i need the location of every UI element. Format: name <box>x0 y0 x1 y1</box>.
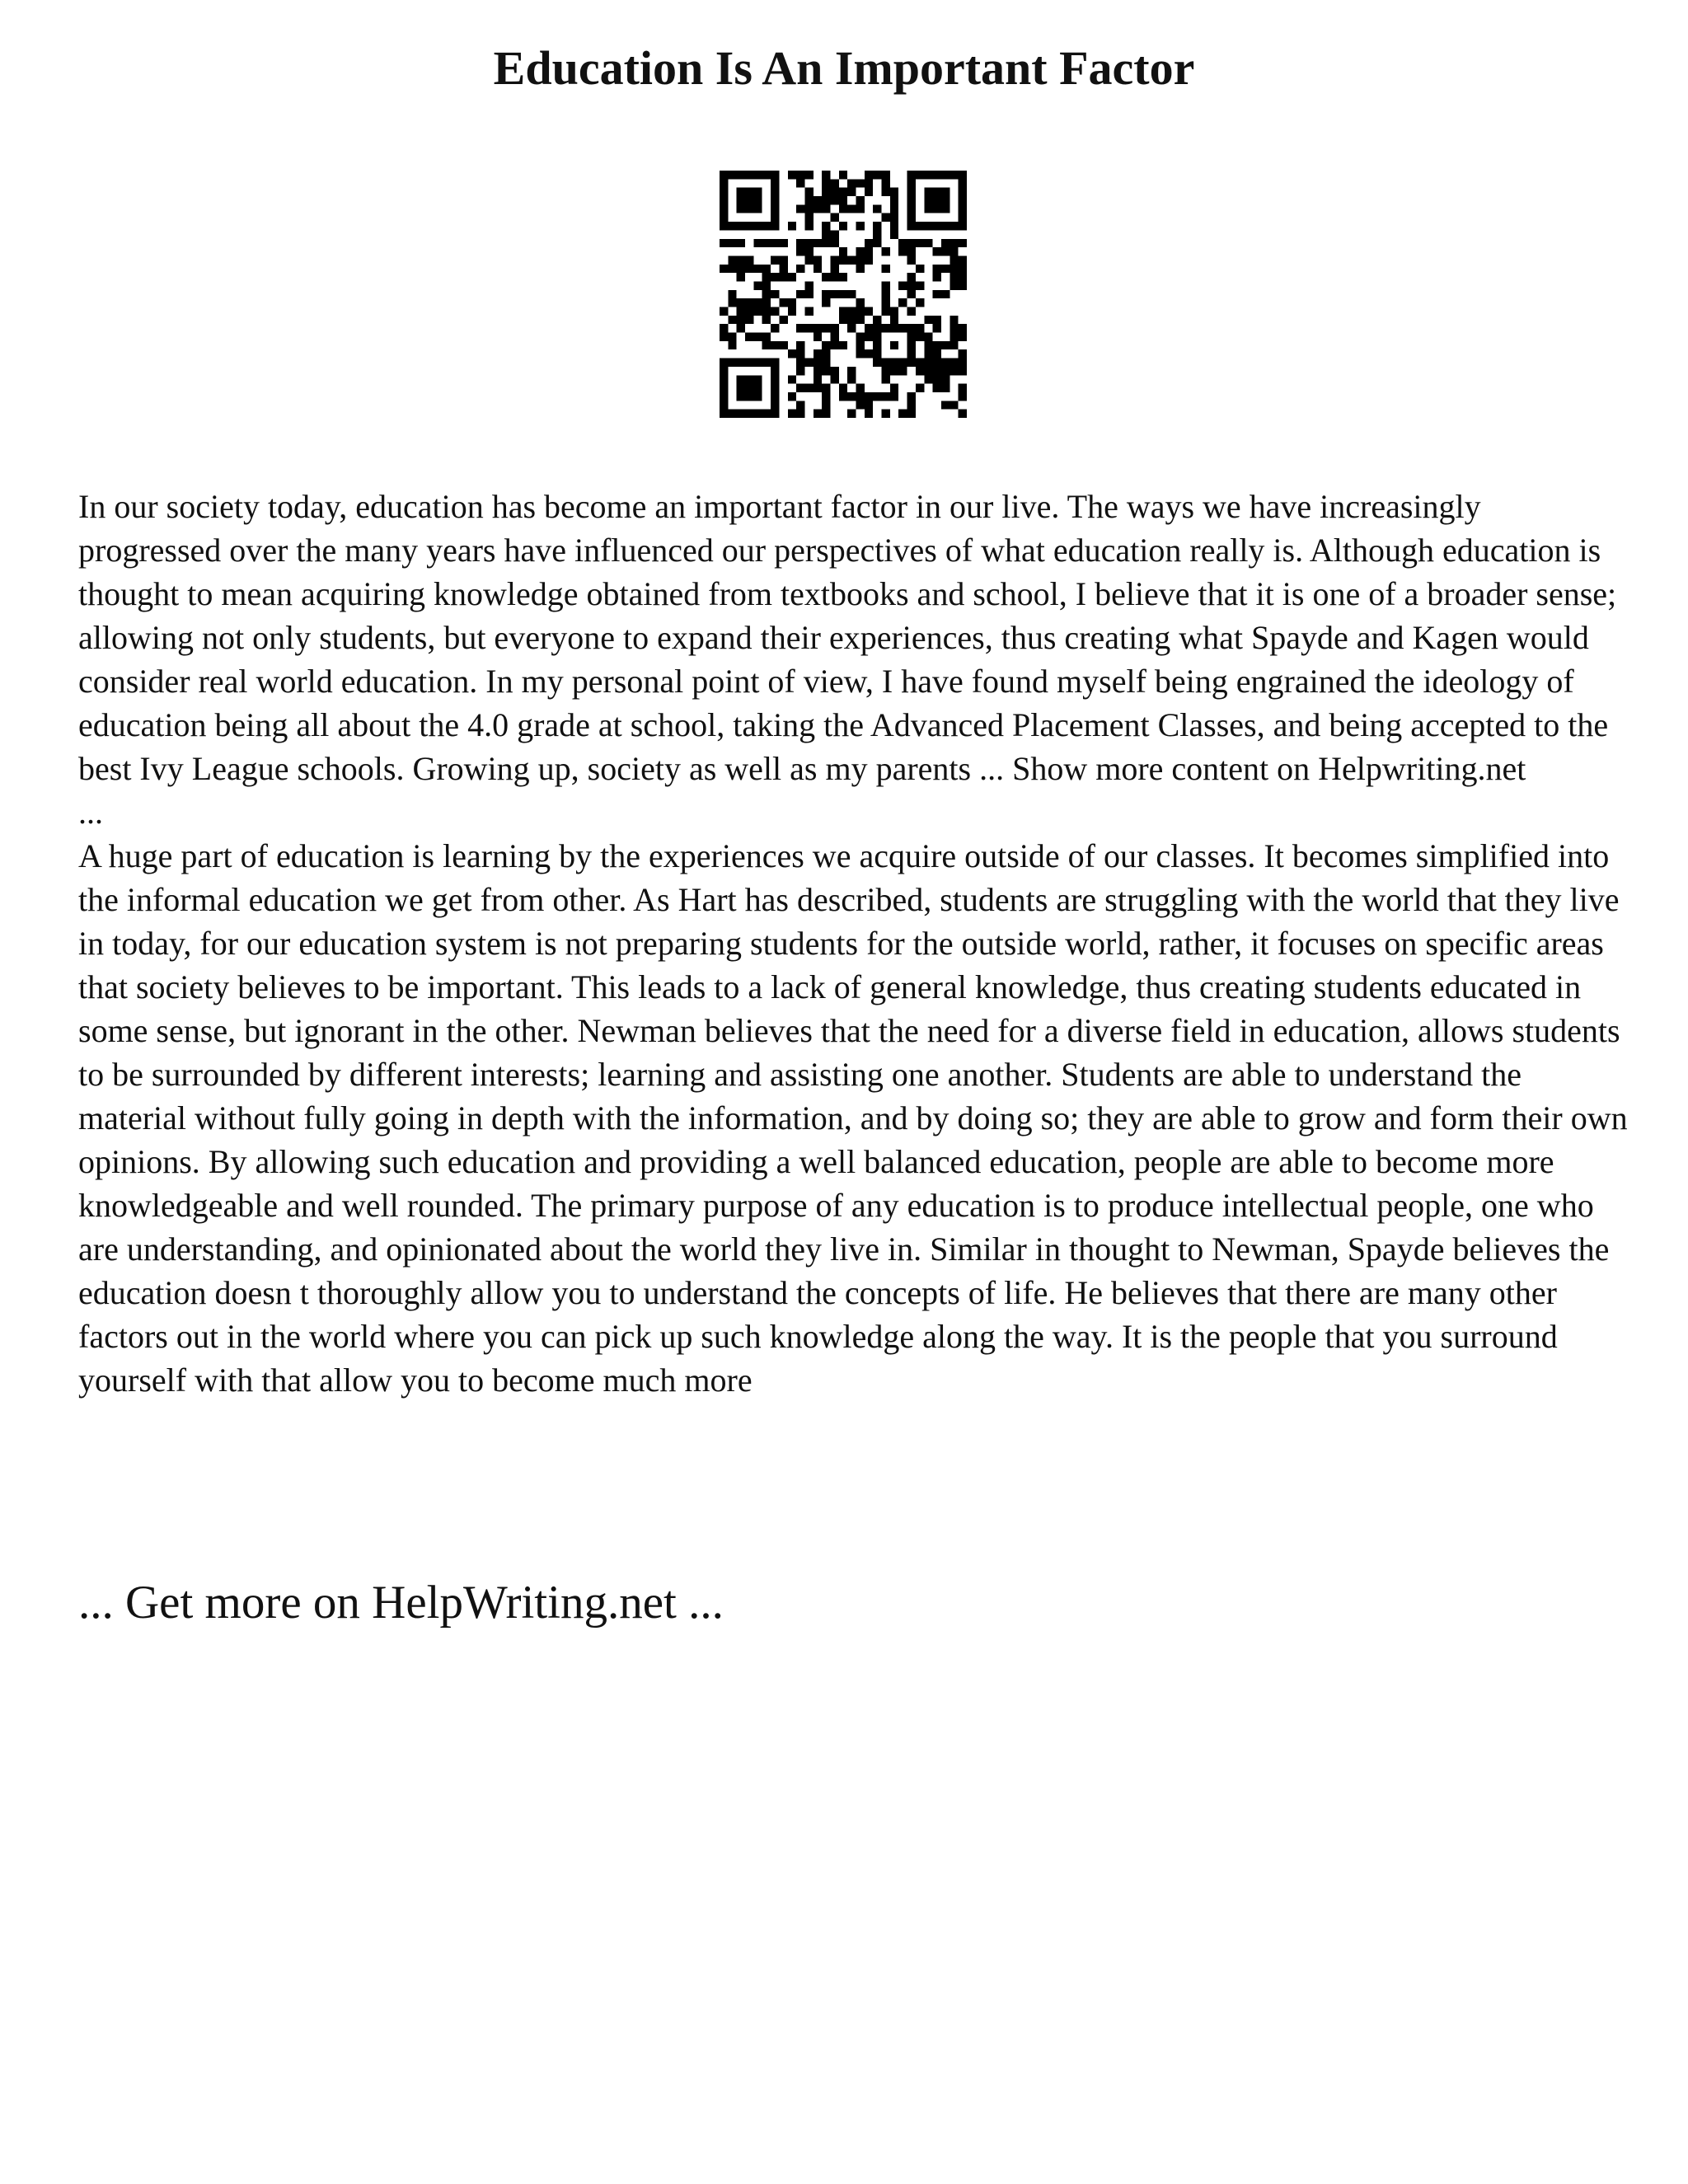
paragraph-2: A huge part of education is learning by the experiences we acquire outside of our classes. It becomes simplified into the informal education we get from other. As Hart has described, students are struggling with the world that they live in today, for our education system is not preparing students for the outside world, rather, it focuses on specific areas that society believes to be important. This leads to a lack of general knowledge, thus creating students educated in some sense, but ignorant in the other. Newman believes that the need for a diverse field in education, allows students to be surrounded by different interests; learning and assisting one another. Students are able to understand the material without fully going in depth with the information, and by doing so; they are able to grow and form their own opinions. By allowing such education and providing a well balanced education, people are able to become more knowledgeable and well rounded. The primary purpose of any education is to produce intellectual people, one who are understanding, and opinionated about the world they live in. Similar in thought to Newman, Spayde believes the education doesn t thoroughly allow you to understand the concepts of life. He believes that there are many other factors out in the world where you can pick up such knowledge along the way. It is the people that you surround yourself with that allow you to become much more <box>78 837 1628 1399</box>
page-title: Education Is An Important Factor <box>493 41 1195 95</box>
qr-code-icon <box>720 171 967 418</box>
paragraph-1: In our society today, education has become an important factor in our live. The ways we have increasingly progressed over the many years have influenced our perspectives of what education really is. Although education is thought to mean acquiring knowledge obtained from textbooks and school, I believe that it is one of a broader sense; allowing not only students, but everyone to expand their experiences, thus creating what Spayde and Kagen would consider real world education. In my personal point of view, I have found myself being engrained the ideology of education being all about the 4.0 grade at school, taking the Advanced Placement Classes, and being accepted to the best Ivy League schools. Growing up, society as well as my parents ... Show more content on Helpwriting.net <box>78 488 1617 787</box>
ellipsis-line: ... <box>78 794 103 831</box>
article-body <box>78 485 1628 1402</box>
get-more-link[interactable]: ... Get more on HelpWriting.net ... <box>78 1577 724 1629</box>
